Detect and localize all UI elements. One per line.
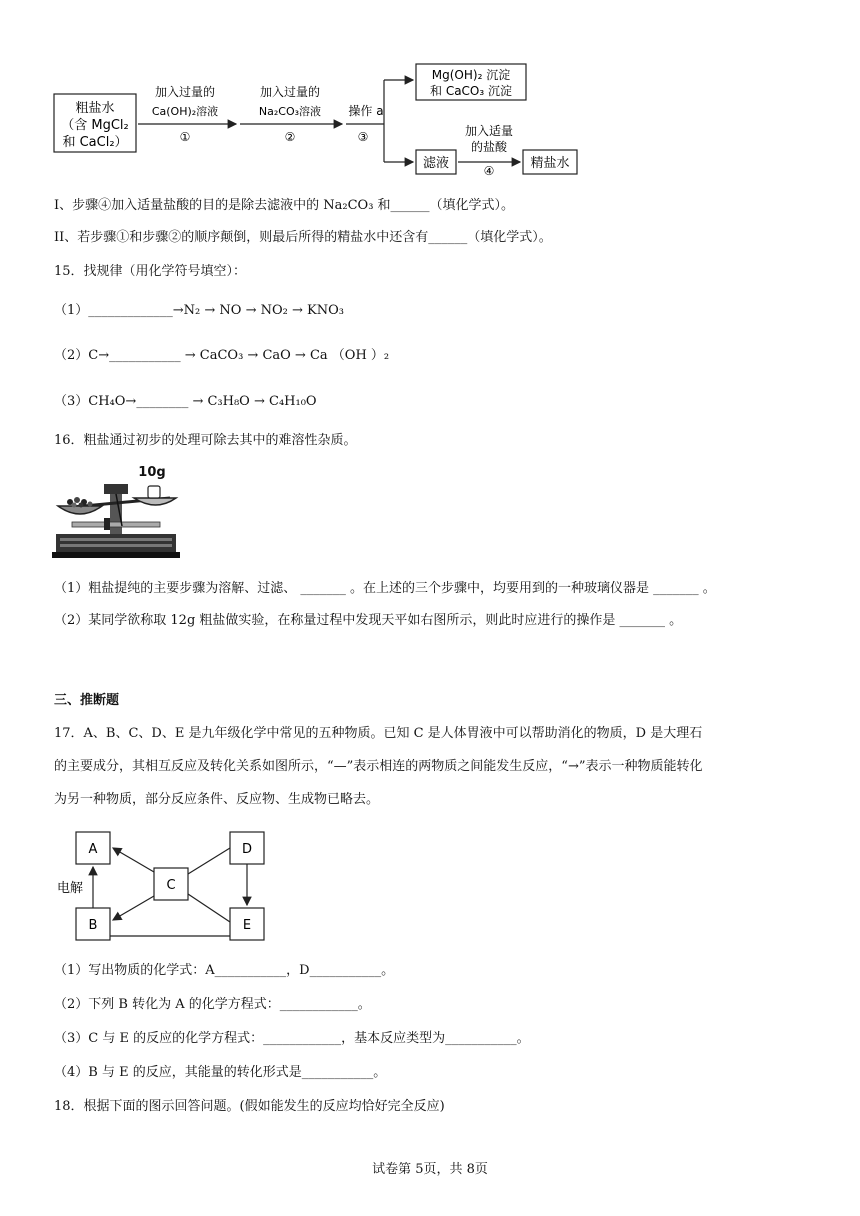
link-c-d — [188, 848, 230, 874]
section-heading: 三、推断题 — [54, 693, 120, 708]
step3-number: ③ — [357, 130, 369, 144]
q17-text-line3: 为另一种物质，部分反应条件、反应物、生成物已略去。 — [54, 792, 380, 807]
step1-number: ① — [179, 130, 191, 144]
q17-text-line2: 的主要成分，其相互反应及转化关系如图所示，“—”表示相连的两物质之间能发生反应，“→”表示一种物质能转化 — [54, 759, 703, 774]
step2-number: ② — [284, 130, 296, 144]
raw-brine-line1: 粗盐水 — [75, 101, 115, 116]
q15-line2: （2）C→___________ → CaCO₃ → CaO → Ca （OH ）₂ — [54, 348, 390, 363]
page-footer: 试卷第 5页，共 8页 — [372, 1162, 488, 1177]
q17-text-line1: 17．A、B、C、D、E 是九年级化学中常见的五种物质。已知 C 是人体胃液中可以帮助消化的物质，D 是大理石 — [54, 726, 703, 741]
q14-part-i: I、步骤④加入适量盐酸的目的是除去滤液中的 Na₂CO₃ 和______（填化学式）。 — [54, 198, 515, 213]
raw-brine-line2: （含 MgCl₂ — [61, 118, 129, 133]
q15-line3: （3）CH₄O→________ → C₃H₈O → C₄H₁₀O — [54, 394, 317, 409]
relationship-diagram — [52, 826, 272, 950]
precipitate-line1: Mg(OH)₂ 沉淀 — [431, 68, 511, 82]
q14-part-ii: II、若步骤①和步骤②的顺序颠倒，则最后所得的精盐水中还含有______（填化学式）。 — [54, 230, 552, 245]
step1-label: 加入过量的 — [154, 85, 216, 99]
q15-line1: （1）_____________→N₂ → NO → NO₂ → KNO₃ — [54, 303, 344, 318]
electrolysis-label: 电解 — [56, 881, 84, 896]
step4-number: ④ — [483, 164, 495, 177]
product-label: 精盐水 — [530, 156, 570, 171]
salt-purification-flowchart — [50, 62, 590, 177]
q17-sub2: （2）下列 B 转化为 A 的化学方程式：____________。 — [54, 997, 371, 1012]
step2-reagent: Na₂CO₃溶液 — [258, 105, 322, 118]
q17-sub4: （4）B 与 E 的反应，其能量的转化形式是___________。 — [54, 1065, 387, 1080]
node-d-label: D — [241, 842, 253, 857]
node-a-label: A — [88, 842, 98, 857]
balance-scale-image — [52, 462, 180, 562]
node-c-label: C — [166, 878, 176, 893]
node-b-label: B — [88, 918, 98, 933]
step4-label-line2: 的盐酸 — [470, 140, 508, 154]
q17-sub3: （3）C 与 E 的反应的化学方程式：____________，基本反应类型为___________。 — [54, 1031, 530, 1046]
q16-title: 16．粗盐通过初步的处理可除去其中的难溶性杂质。 — [54, 433, 357, 448]
arrow-c-to-a — [113, 848, 154, 872]
arrow-c-to-b — [113, 896, 154, 920]
precipitate-line2: 和 CaCO₃ 沉淀 — [430, 84, 512, 98]
link-c-e — [188, 894, 230, 922]
step1-reagent: Ca(OH)₂溶液 — [151, 105, 219, 118]
q16-part1: （1）粗盐提纯的主要步骤为溶解、过滤、 _______ 。在上述的三个步骤中，均要用到的一种玻璃仪器是 _______ 。 — [54, 581, 716, 596]
q15-title: 15．找规律（用化学符号填空）： — [54, 264, 247, 279]
q17-sub1: （1）写出物质的化学式：A___________，D___________。 — [54, 963, 395, 978]
raw-brine-line3: 和 CaCl₂） — [62, 135, 128, 150]
step3-label: 操作 a — [348, 104, 384, 118]
node-e-label: E — [242, 918, 252, 933]
q18-text: 18．根据下面的图示回答问题。(假如能发生的反应均恰好完全反应) — [54, 1099, 445, 1114]
weight-label: 10g — [138, 465, 166, 480]
step2-label: 加入过量的 — [259, 85, 321, 99]
filtrate-label: 滤液 — [422, 156, 450, 171]
q16-part2: （2）某同学欲称取 12g 粗盐做实验，在称量过程中发现天平如右图所示，则此时应进行的操作是 _______ 。 — [54, 613, 683, 628]
step4-label-line1: 加入适量 — [464, 124, 514, 138]
